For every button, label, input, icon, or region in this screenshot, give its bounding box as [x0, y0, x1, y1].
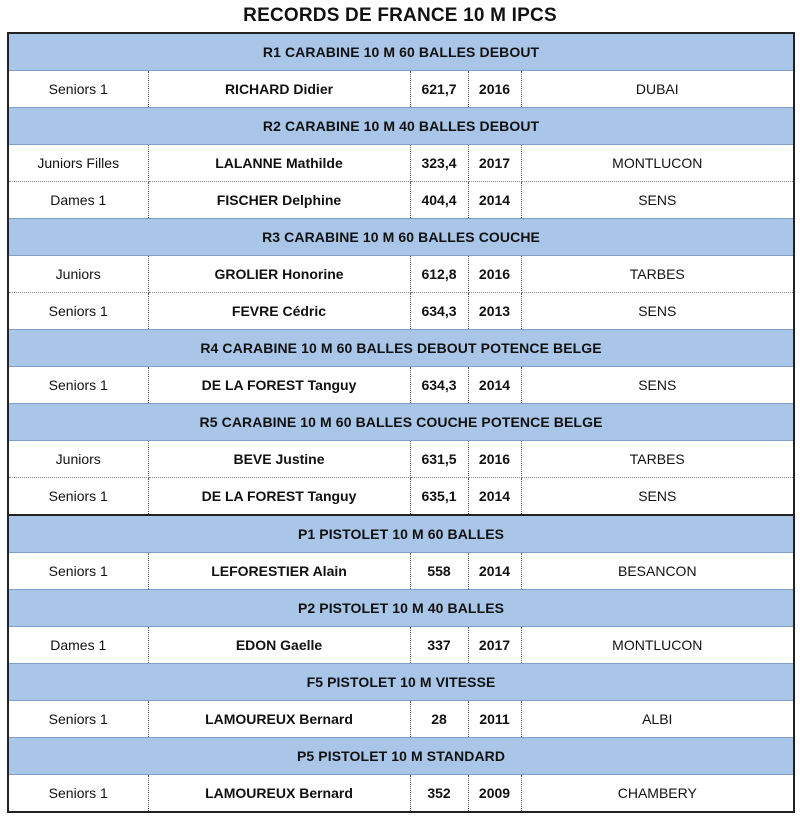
record-row [8, 367, 794, 404]
year-cell: 2017 [468, 145, 521, 182]
section-header-row [8, 738, 794, 775]
category-cell: Juniors [8, 256, 148, 293]
shooter-name-cell: LEFORESTIER Alain [148, 553, 410, 590]
record-row [8, 478, 794, 516]
category-cell: Juniors Filles [8, 145, 148, 182]
shooter-name-cell: BEVE Justine [148, 441, 410, 478]
category-cell: Seniors 1 [8, 775, 148, 813]
score-cell: 621,7 [410, 71, 468, 108]
year-cell: 2011 [468, 701, 521, 738]
section-heading: F5 PISTOLET 10 M VITESSE [8, 664, 794, 701]
page-title: RECORDS DE FRANCE 10 M IPCS [243, 5, 557, 26]
section-heading: R4 CARABINE 10 M 60 BALLES DEBOUT POTENCE BELGE [8, 330, 794, 367]
section-heading: P2 PISTOLET 10 M 40 BALLES [8, 590, 794, 627]
year-cell: 2014 [468, 367, 521, 404]
score-cell: 635,1 [410, 478, 468, 516]
record-row [8, 701, 794, 738]
section-header-row [8, 219, 794, 256]
category-cell: Dames 1 [8, 627, 148, 664]
year-cell: 2016 [468, 441, 521, 478]
records-table [7, 32, 795, 813]
shooter-name-cell: EDON Gaelle [148, 627, 410, 664]
record-row [8, 441, 794, 478]
location-cell: BESANCON [521, 553, 794, 590]
year-cell: 2014 [468, 478, 521, 516]
category-cell: Juniors [8, 441, 148, 478]
record-row [8, 71, 794, 108]
year-cell: 2016 [468, 256, 521, 293]
section-header-row [8, 108, 794, 145]
record-row [8, 145, 794, 182]
section-heading: R2 CARABINE 10 M 40 BALLES DEBOUT [8, 108, 794, 145]
score-cell: 631,5 [410, 441, 468, 478]
location-cell: SENS [521, 182, 794, 219]
shooter-name-cell: FISCHER Delphine [148, 182, 410, 219]
location-cell: ALBI [521, 701, 794, 738]
record-row [8, 775, 794, 813]
location-cell: TARBES [521, 256, 794, 293]
score-cell: 323,4 [410, 145, 468, 182]
year-cell: 2009 [468, 775, 521, 813]
record-row [8, 627, 794, 664]
location-cell: SENS [521, 293, 794, 330]
shooter-name-cell: GROLIER Honorine [148, 256, 410, 293]
shooter-name-cell: DE LA FOREST Tanguy [148, 478, 410, 516]
category-cell: Seniors 1 [8, 478, 148, 516]
section-heading: R3 CARABINE 10 M 60 BALLES COUCHE [8, 219, 794, 256]
location-cell: TARBES [521, 441, 794, 478]
year-cell: 2014 [468, 182, 521, 219]
year-cell: 2014 [468, 553, 521, 590]
shooter-name-cell: DE LA FOREST Tanguy [148, 367, 410, 404]
records-body [8, 33, 794, 812]
section-header-row [8, 590, 794, 627]
record-row [8, 553, 794, 590]
score-cell: 337 [410, 627, 468, 664]
year-cell: 2017 [468, 627, 521, 664]
location-cell: MONTLUCON [521, 627, 794, 664]
record-row [8, 293, 794, 330]
category-cell: Seniors 1 [8, 367, 148, 404]
record-row [8, 182, 794, 219]
category-cell: Seniors 1 [8, 553, 148, 590]
category-cell: Seniors 1 [8, 293, 148, 330]
category-cell: Dames 1 [8, 182, 148, 219]
section-heading: R5 CARABINE 10 M 60 BALLES COUCHE POTENCE BELGE [8, 404, 794, 441]
section-heading: P5 PISTOLET 10 M STANDARD [8, 738, 794, 775]
shooter-name-cell: FEVRE Cédric [148, 293, 410, 330]
year-cell: 2016 [468, 71, 521, 108]
category-cell: Seniors 1 [8, 71, 148, 108]
category-cell: Seniors 1 [8, 701, 148, 738]
score-cell: 352 [410, 775, 468, 813]
location-cell: CHAMBERY [521, 775, 794, 813]
shooter-name-cell: LAMOUREUX Bernard [148, 701, 410, 738]
location-cell: MONTLUCON [521, 145, 794, 182]
section-header-row [8, 515, 794, 553]
shooter-name-cell: RICHARD Didier [148, 71, 410, 108]
location-cell: SENS [521, 367, 794, 404]
section-header-row [8, 330, 794, 367]
shooter-name-cell: LALANNE Mathilde [148, 145, 410, 182]
section-header-row [8, 404, 794, 441]
section-header-row [8, 33, 794, 71]
score-cell: 558 [410, 553, 468, 590]
shooter-name-cell: LAMOUREUX Bernard [148, 775, 410, 813]
location-cell: DUBAI [521, 71, 794, 108]
section-heading: R1 CARABINE 10 M 60 BALLES DEBOUT [8, 33, 794, 71]
year-cell: 2013 [468, 293, 521, 330]
section-heading: P1 PISTOLET 10 M 60 BALLES [8, 515, 794, 553]
score-cell: 404,4 [410, 182, 468, 219]
location-cell: SENS [521, 478, 794, 516]
section-header-row [8, 664, 794, 701]
score-cell: 612,8 [410, 256, 468, 293]
score-cell: 634,3 [410, 367, 468, 404]
score-cell: 28 [410, 701, 468, 738]
score-cell: 634,3 [410, 293, 468, 330]
record-row [8, 256, 794, 293]
